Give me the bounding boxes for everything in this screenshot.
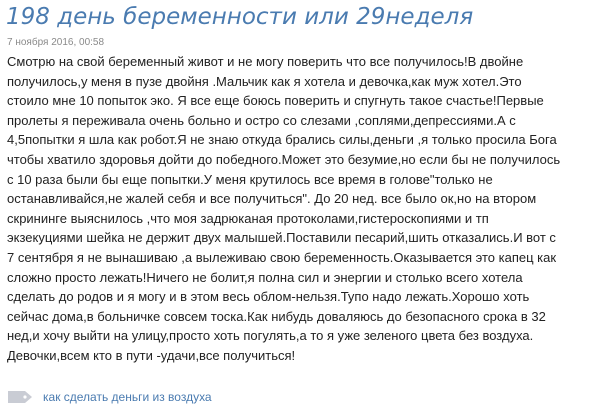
post-body-line: 4,5попытки я шла как робот.Я не знаю откуда брались силы,деньги ,я только просила Бога [7,132,557,148]
post-body-line: сложно просто лежать!Ничего не болит,я полна сил и энергии и столько всего хотела [7,269,523,285]
post-title[interactable]: 198 день беременности или 29неделя [6,4,474,30]
post-body-line: пролеты я переживала очень больно и остро со слезами ,соплями,депрессиями.А с [7,112,516,128]
post-date: 7 ноября 2016, 00:58 [7,37,105,48]
post-body-line: Смотрю на свой беременный живот и не могу поверить что все получилось!В двойне [7,54,524,69]
tag-icon [7,390,33,404]
post-tags [7,388,212,406]
post-body [7,52,567,366]
post-body-line: экзекуциями шейка не держит двух малышей.Поставили песарий,шить отказались.И вот с [7,230,556,246]
post-body-line: с 10 раза были бы еще попытки.У меня крутилось все время в голове"только не [7,171,493,187]
post-body-line: Девочки,всем кто в пути -удачи,все получиться! [7,347,296,363]
tag-link[interactable]: как сделать деньги из воздуха [43,390,212,404]
post-body-line: нед,и хочу выйти на улицу,просто хоть погулять,а то я уже зеленого цвета без воздуха. [7,328,534,344]
post-body-line: 7 сентября я не вынашиваю ,а вылеживаю свою беременность.Оказывается это капец как [7,249,557,265]
post-body-line: получилось,у меня в пузе двойня .Мальчик как я хотела и девочка,как муж хотел.Это [7,73,522,89]
post-body-line: скрининге выяснилось ,что моя задрюканая протоколами,гистероскопиями и тп [7,210,489,226]
post-body-line: сделать до родов и я могу и в этом весь облом-нельзя.Тупо надо лежать.Хорошо хоть [7,289,530,305]
post-body-line: сейчас дома,в больничке совсем тоска.Как нибудь доваляюсь до безопасного срока в 32 [7,308,546,324]
post-body-line: стоило мне 10 попыток эко. Я все еще боюсь поверить и спугнуть такое счастье!Первые [7,93,544,109]
post-body-line: останавливайся,не жалей себя и все получиться". До 20 нед. все было ок,но на втором [7,191,537,207]
post-body-line: чтобы хватило здоровья дойти до победного.Может это безумие,но если бы не получилось [7,151,561,167]
